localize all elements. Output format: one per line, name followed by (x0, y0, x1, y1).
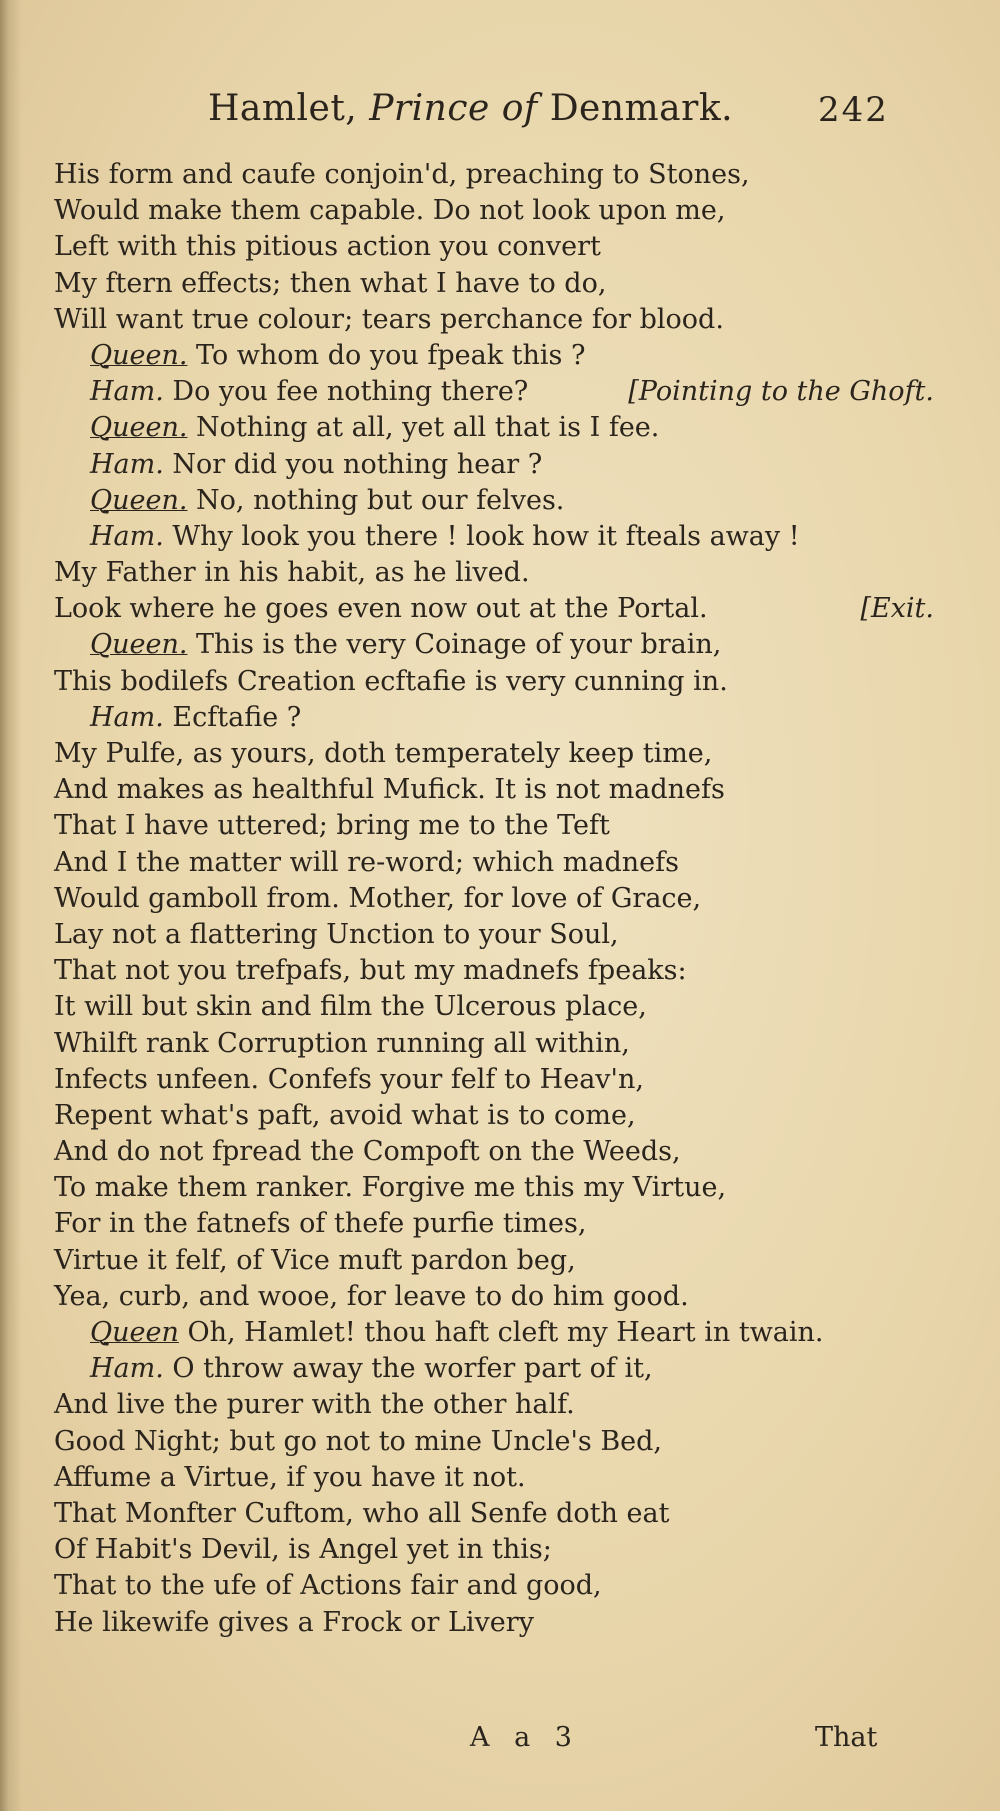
text-line (54, 1424, 934, 1460)
line-text: This bodilefs Creation ecftafie is very cunning in. (54, 665, 728, 697)
catchword: That (815, 1722, 878, 1753)
text-line (54, 1568, 934, 1604)
text-line (54, 410, 934, 446)
text-line (54, 1460, 934, 1496)
line-text: My Father in his habit, as he lived. (54, 557, 530, 589)
text-line (54, 1496, 934, 1532)
line-text: Nothing at all, yet all that is I fee. (196, 412, 660, 444)
text-line (54, 1605, 934, 1641)
text-line (54, 1279, 934, 1315)
line-text: That not you trefpafs, but my madnefs fpeaks: (54, 955, 687, 987)
text-line (54, 157, 934, 193)
line-text: And do not fpread the Compoft on the Weeds, (54, 1136, 681, 1168)
line-text: To whom do you fpeak this ? (196, 339, 586, 371)
line-text: That Monfter Cuftom, who all Senfe doth eat (54, 1497, 670, 1529)
stage-direction: [Pointing to the Ghoft. (628, 376, 934, 408)
speaker-name: Queen. (90, 629, 188, 661)
text-line (54, 664, 934, 700)
line-text: Of Habit's Devil, is Angel yet in this; (54, 1534, 552, 1566)
text-line (54, 302, 934, 338)
text-line (54, 193, 934, 229)
text-line (54, 1315, 934, 1351)
speaker-name: Queen. (90, 484, 188, 516)
line-text: And I the matter will re-word; which madnefs (54, 846, 679, 878)
text-line (54, 1532, 934, 1568)
text-line (54, 447, 934, 483)
text-line (54, 555, 934, 591)
text-line (54, 1098, 934, 1134)
play-text (54, 157, 934, 1641)
line-text: Affume a Virtue, if you have it not. (54, 1461, 526, 1493)
line-text: To make them ranker. Forgive me this my Virtue, (54, 1172, 727, 1204)
running-head-italic: Prince of (369, 88, 538, 129)
line-text: Why look you there ! look how it fteals away ! (172, 520, 800, 552)
speaker-name: Queen (90, 1317, 179, 1348)
text-line (54, 700, 934, 736)
running-head-title: Hamlet, (208, 88, 358, 129)
text-line (54, 338, 934, 374)
line-text: For in the fatnefs of thefe purfie times, (54, 1208, 587, 1240)
line-text: Whilft rank Corruption running all within, (54, 1027, 630, 1059)
line-text: My Pulfe, as yours, doth temperately keep time, (54, 738, 713, 769)
running-head (208, 88, 733, 129)
line-text: Ecftafie ? (172, 701, 302, 733)
line-text: Look where he goes even now out at the Portal. (54, 593, 708, 625)
line-text: He likewife gives a Frock or Livery (54, 1606, 534, 1638)
text-line (54, 917, 934, 953)
line-text: Infects unfeen. Confefs your felf to Heav'n, (54, 1063, 644, 1095)
text-line (54, 1351, 934, 1387)
page-spine-shadow (0, 0, 22, 1811)
line-text: It will but skin and film the Ulcerous place, (54, 991, 647, 1023)
page-number: 242 (818, 90, 889, 130)
text-line (54, 1243, 934, 1279)
text-line (54, 1170, 934, 1206)
line-text: His form and caufe conjoin'd, preaching to Stones, (54, 159, 750, 190)
text-line (54, 1062, 934, 1098)
speaker-name: Queen. (90, 339, 188, 371)
line-text: And live the purer with the other half. (54, 1389, 575, 1421)
text-line (54, 881, 934, 917)
line-text: Would make them capable. Do not look upon me, (54, 195, 726, 227)
line-text: Repent what's paft, avoid what is to come, (54, 1099, 636, 1131)
text-line (54, 266, 934, 302)
speaker-name: Queen. (90, 412, 188, 444)
line-text: Would gamboll from. Mother, for love of Grace, (54, 882, 702, 914)
text-line (54, 1206, 934, 1242)
page-footer (0, 1722, 1000, 1762)
line-text: Nor did you nothing hear ? (172, 448, 543, 480)
line-text: My ftern effects; then what I have to do, (54, 267, 607, 299)
text-line (54, 483, 934, 519)
signature-mark: A a 3 (470, 1722, 580, 1753)
text-line (54, 772, 934, 808)
line-text: This is the very Coinage of your brain, (196, 629, 722, 661)
line-text: Virtue it felf, of Vice muft pardon beg, (54, 1244, 576, 1276)
text-line (54, 1026, 934, 1062)
text-line (54, 808, 934, 844)
stage-direction: [Exit. (860, 593, 934, 625)
line-text: Left with this pitious action you convert (54, 231, 601, 263)
line-text: Oh, Hamlet! thou haft cleft my Heart in twain. (187, 1317, 824, 1348)
line-text: Yea, curb, and wooe, for leave to do him good. (54, 1280, 689, 1312)
text-line (54, 374, 934, 410)
line-text: Do you fee nothing there? (172, 376, 529, 408)
speaker-name: Ham. (90, 448, 164, 480)
line-text: O throw away the worfer part of it, (172, 1353, 653, 1385)
line-text: That to the ufe of Actions fair and good, (54, 1570, 602, 1602)
text-line (54, 736, 934, 772)
line-text: Will want true colour; tears perchance for blood. (54, 303, 724, 335)
speaker-name: Ham. (90, 1353, 164, 1385)
line-text: That I have uttered; bring me to the Teft (54, 810, 610, 842)
text-line (54, 989, 934, 1025)
text-line (54, 591, 934, 627)
text-line (54, 1387, 934, 1423)
text-line (54, 519, 934, 555)
speaker-name: Ham. (90, 376, 164, 408)
line-text: Lay not a flattering Unction to your Soul, (54, 918, 619, 950)
speaker-name: Ham. (90, 701, 164, 733)
text-line (54, 953, 934, 989)
line-text: No, nothing but our felves. (196, 484, 565, 516)
text-line (54, 1134, 934, 1170)
speaker-name: Ham. (90, 520, 164, 552)
text-line (54, 229, 934, 265)
running-head-denmark: Denmark. (549, 88, 734, 129)
text-line (54, 845, 934, 881)
line-text: Good Night; but go not to mine Uncle's Bed, (54, 1425, 663, 1457)
line-text: And makes as healthful Mufick. It is not madnefs (54, 774, 725, 806)
text-line (54, 627, 934, 663)
